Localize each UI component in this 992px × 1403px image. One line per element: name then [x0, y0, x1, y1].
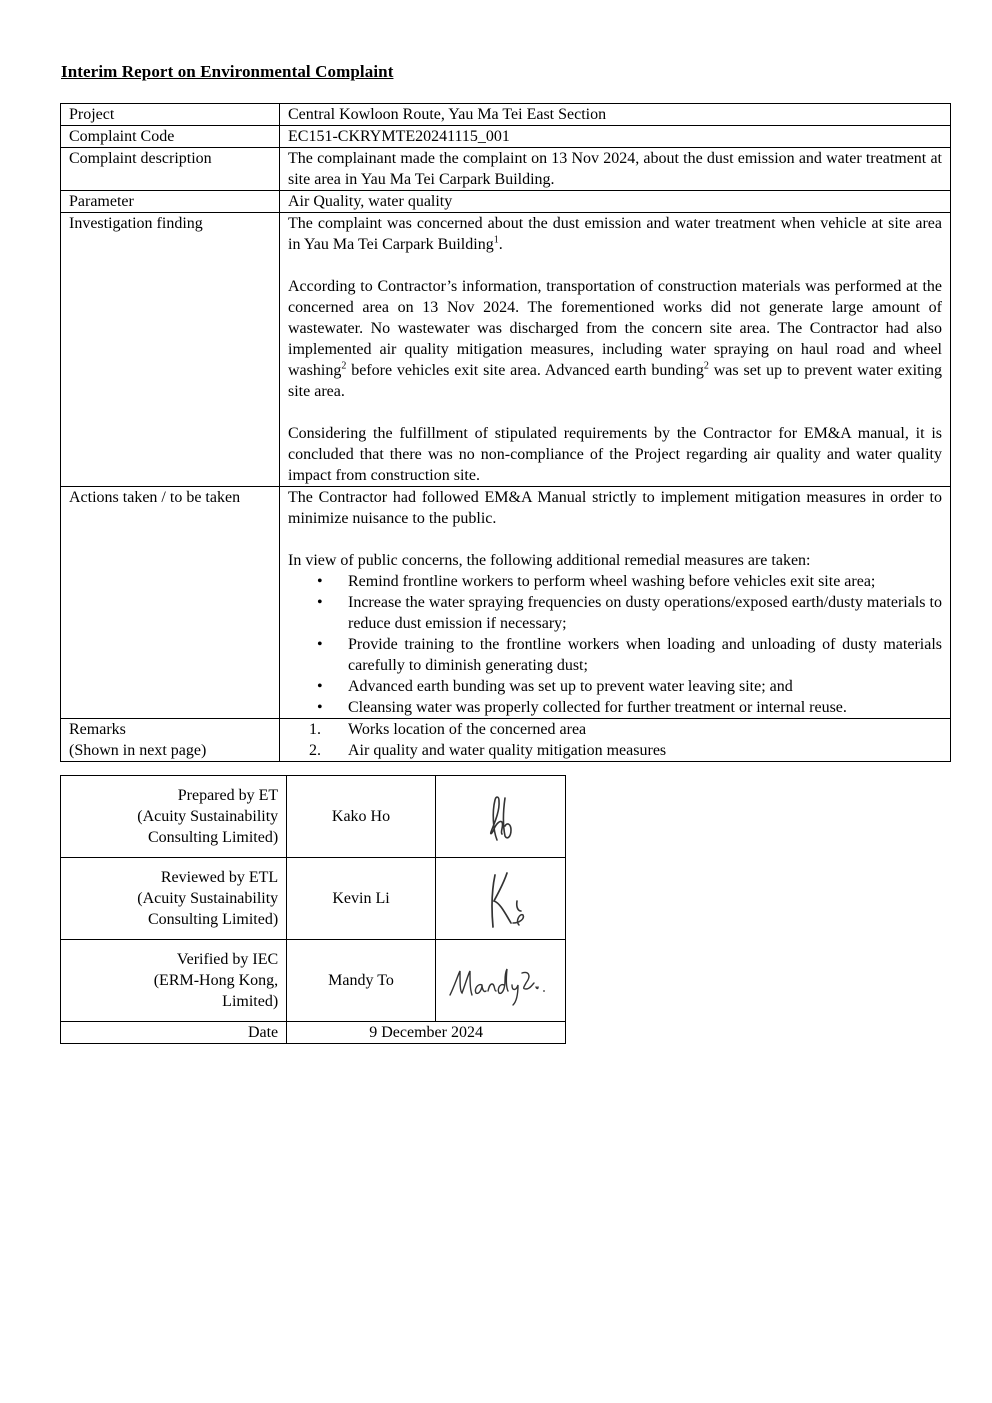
prepared-signature — [435, 776, 565, 858]
investigation-p2a-text: According to Contractor’s information, transportation of construction materials was performed at the concerned area on 13 Nov 2024. The forementioned works did not generate large amount of wastewater. No wastewater was discharged from the concern site area. The Contractor had also implemented air quality mitigation measures, including water spraying on haul road and wheel washing — [288, 278, 942, 379]
actions-row — [61, 487, 951, 719]
complaint-code-row — [61, 126, 951, 148]
remarks-value — [280, 719, 951, 762]
investigation-p1-text: The complaint was concerned about the dust emission and water treatment when vehicle at site area in Yau Ma Tei Carpark Building — [288, 215, 942, 253]
report-title: Interim Report on Environmental Complaint — [61, 62, 394, 81]
verified-role — [61, 940, 287, 1022]
list-item: • Cleansing water was properly collected for further treatment or internal reuse. — [288, 697, 942, 718]
footnote-ref-2b: 2 — [703, 360, 709, 372]
reviewed-signature — [435, 858, 565, 940]
prepared-row — [61, 776, 566, 858]
date-value: 9 December 2024 — [287, 1022, 566, 1044]
remark-text: Air quality and water quality mitigation measures — [348, 742, 667, 759]
investigation-value — [280, 213, 951, 487]
signature-kevin-li — [445, 861, 555, 937]
date-label: Date — [61, 1022, 287, 1044]
signature-mandy-to — [440, 951, 560, 1011]
prepared-role-line2: (Acuity Sustainability — [137, 808, 279, 825]
remarks-sublabel: (Shown in next page) — [69, 742, 207, 759]
verified-role-line2: (ERM-Hong Kong, — [153, 972, 279, 989]
investigation-p1-end: . — [498, 236, 503, 253]
project-label: Project — [61, 104, 280, 126]
remarks-label-text: Remarks — [69, 721, 126, 738]
actions-value — [280, 487, 951, 719]
remarks-list — [288, 719, 942, 761]
signature-kako-ho — [445, 782, 555, 852]
verified-name: Mandy To — [287, 940, 436, 1022]
list-item: • Remind frontline workers to perform wheel washing before vehicles exit site area; — [288, 571, 942, 592]
parameter-value: Air Quality, water quality — [280, 191, 951, 213]
reviewed-name: Kevin Li — [287, 858, 436, 940]
verified-row — [61, 940, 566, 1022]
reviewed-row — [61, 858, 566, 940]
remedial-measures-list — [288, 571, 942, 718]
remark-number: 1. — [309, 721, 321, 738]
verified-role-line3: Limited) — [222, 993, 279, 1010]
complaint-code-value: EC151-CKRYMTE20241115_001 — [280, 126, 951, 148]
project-value: Central Kowloon Route, Yau Ma Tei East Section — [280, 104, 951, 126]
prepared-role — [61, 776, 287, 858]
investigation-p2c-text: was set up to prevent water exiting site area. — [288, 362, 943, 400]
complaint-description-value: The complainant made the complaint on 13 Nov 2024, about the dust emission and water treatment at site area in Yau Ma Tei Carpark Building. — [280, 148, 951, 191]
complaint-code-label: Complaint Code — [61, 126, 280, 148]
verified-role-line1: Verified by IEC — [176, 951, 279, 968]
footnote-ref-2a: 2 — [341, 360, 347, 372]
actions-paragraph-1: The Contractor had followed EM&A Manual strictly to implement mitigation measures in order to minimize nuisance to the public. — [288, 489, 942, 527]
date-row — [61, 1022, 566, 1044]
prepared-name: Kako Ho — [287, 776, 436, 858]
actions-label: Actions taken / to be taken — [61, 487, 280, 719]
prepared-role-line1: Prepared by ET — [177, 787, 279, 804]
verified-signature — [435, 940, 565, 1022]
parameter-row — [61, 191, 951, 213]
prepared-role-line3: Consulting Limited) — [147, 829, 279, 846]
investigation-p2b-text: before vehicles exit site area. Advanced earth bunding — [346, 362, 704, 379]
list-item — [288, 719, 942, 740]
project-row — [61, 104, 951, 126]
list-item: • Provide training to the frontline workers when loading and unloading of dusty materials carefully to diminish generating dust; — [288, 634, 942, 676]
reviewed-role-line2: (Acuity Sustainability — [137, 890, 279, 907]
reviewed-role-line1: Reviewed by ETL — [160, 869, 279, 886]
remarks-label — [61, 719, 280, 762]
complaint-details-table — [60, 103, 951, 762]
list-item: • Increase the water spraying frequencies on dusty operations/exposed earth/dusty materials to reduce dust emission if necessary; — [288, 592, 942, 634]
signoff-table — [60, 775, 566, 1044]
list-item — [288, 740, 942, 761]
investigation-paragraph-3: Considering the fulfillment of stipulated requirements by the Contractor for EM&A manual, it is concluded that there was no non-compliance of the Project regarding air quality and water quality impact from construction site. — [288, 425, 942, 484]
footnote-ref-1: 1 — [493, 234, 499, 246]
investigation-paragraph-2 — [288, 276, 942, 402]
remarks-row — [61, 719, 951, 762]
list-item: • Advanced earth bunding was set up to prevent water leaving site; and — [288, 676, 942, 697]
remark-number: 2. — [309, 742, 321, 759]
remark-text: Works location of the concerned area — [348, 721, 587, 738]
parameter-label: Parameter — [61, 191, 280, 213]
complaint-description-row — [61, 148, 951, 191]
actions-paragraph-2: In view of public concerns, the following additional remedial measures are taken: — [288, 552, 811, 569]
investigation-label: Investigation finding — [61, 213, 280, 487]
investigation-row — [61, 213, 951, 487]
reviewed-role — [61, 858, 287, 940]
reviewed-role-line3: Consulting Limited) — [147, 911, 279, 928]
complaint-description-label: Complaint description — [61, 148, 280, 191]
investigation-paragraph-1 — [288, 213, 942, 255]
